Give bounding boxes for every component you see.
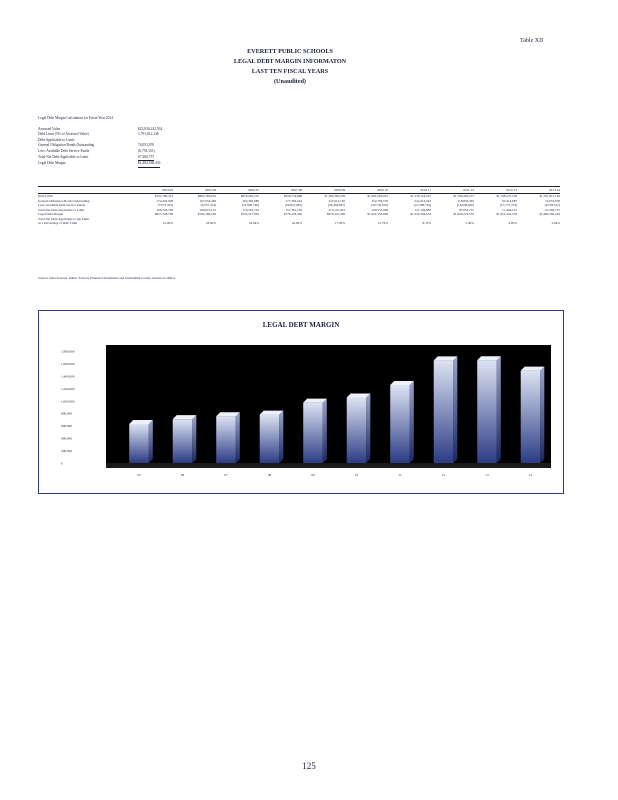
table-header-row [38,186,560,194]
table-cell: 87,054,757 [459,207,474,212]
table-cell: 166,728,783 [156,207,173,212]
calculation-row [38,161,162,168]
table-cell: 252,706,578 [371,198,388,203]
bar-11 [390,381,414,463]
year-header: 2013-14 [549,188,560,192]
bar-07 [216,412,240,463]
bar-08 [260,411,284,463]
legal-debt-margin-chart [38,310,564,494]
table-cell: (6,357,314) [200,203,216,207]
title-line-3: LAST TEN FISCAL YEARS [251,68,329,75]
debt-margin-calculation [38,116,162,168]
bar-05 [129,420,153,463]
table-cell: 167,032,439 [199,198,216,203]
x-tick-label: 06 [180,473,185,477]
table-cell: $701,789,312 [154,194,173,198]
bar-12 [434,356,458,463]
table-cell: 247,612,165 [328,198,345,203]
year-header: 2006-07 [248,188,259,192]
x-tick-label: 14 [528,473,533,477]
table-cell: 5.40% [465,221,474,225]
table-cell: 174,402,028 [156,198,173,203]
y-tick-label: 600,000 [61,424,73,429]
table-cell: $752,317,981 [240,212,259,216]
table-cell: (34,464,827) [327,203,345,207]
y-tick-label: 0 [61,461,63,466]
table-cell: $970,241,309 [326,212,345,216]
table-cell: 121,146,887 [414,207,431,212]
row-label: Total Net Debt Applicable to the Limit [38,216,90,221]
bar-14 [521,367,545,463]
table-cell: $778,432,430 [283,212,302,216]
table-cell: 170,765,710 [242,207,259,212]
table-cell: $865,183,032 [197,194,216,198]
table-cell: 218,832,463 [457,198,474,203]
title-line-4: (Unaudited) [274,78,306,85]
report-title [215,47,365,87]
y-tick-label: 200,000 [61,449,73,454]
table-cell: $704,180,230 [197,212,216,216]
calculation-label: Total Net Debt Applicable to Limit [38,154,89,159]
table-cell: $1,791,812,146 [539,194,560,198]
table-cell: (21,268,726) [413,203,431,207]
calculation-label: Assessed Value [38,126,61,131]
table-id: Table XII [520,38,544,44]
title-line-1: EVERETT PUBLIC SCHOOLS [247,48,333,55]
table-cell: 3.64% [551,221,560,225]
table-cell: (20,815,285) [284,203,302,207]
table-cell: 77,464,121 [502,207,517,212]
table-cell: 93,414,687 [502,198,517,203]
x-tick-label: 08 [267,473,272,477]
table-cell: 16.82% [291,221,302,225]
table-cell: 12.76% [377,221,388,225]
table-cell: (16,058,650) [456,203,474,207]
x-tick-label: 10 [354,473,359,477]
plot-floor [106,463,551,468]
calculation-value: 1,791,812,146 [138,132,159,137]
chart-title: LEGAL DEBT MARGIN [262,321,340,329]
table-cell: 74,053,976 [545,198,560,203]
bar-06 [173,415,197,463]
chart-plot [39,311,563,493]
table-cell: (31,840,746) [241,203,259,207]
y-tick-label: 400,000 [61,436,73,441]
table-cell: 157,361,140 [285,207,302,212]
table-cell: $1,254,504,633 [410,212,431,216]
table-cell: 160,675,125 [199,207,216,212]
page-number: 125 [302,761,316,771]
year-header: 2011-12 [463,188,474,192]
calculation-label: General Obligation Bonds Outstanding [38,143,95,148]
calculation-value: $1,484,560,433 [138,161,160,168]
year-header: 2010-11 [420,188,431,192]
row-label: General Obligation Bonds Outstanding [38,198,90,203]
y-tick-label: 1,000,000 [61,399,75,404]
year-header: 2009-10 [377,188,388,192]
table-cell: 17.95% [334,221,345,225]
year-header: 2004-05 [162,188,173,192]
table-cell: 213,147,461 [328,207,345,212]
row-label: Less: Available Debt Service Funds [38,203,86,207]
x-tick-label: 07 [224,473,228,477]
x-tick-label: 11 [398,473,402,477]
table-cell: $1,796,402,277 [453,194,474,198]
year-header: 2007-08 [291,188,302,192]
table-cell: 21.00% [162,221,173,225]
table-cell: $1,650,276,555 [453,212,474,216]
y-tick-label: 1,200,000 [61,386,75,391]
calculation-label: Debt Applicable to Limit: [38,137,76,142]
row-label: Debt Limit [38,194,53,198]
y-tick-label: 800,000 [61,411,73,416]
x-tick-label: 05 [137,473,141,477]
y-tick-label: 1,400,000 [61,374,75,379]
bar-09 [303,399,327,463]
table-cell: (7,673,245) [157,203,173,207]
calculation-title: Legal Debt Margin Calculation for Fiscal Year 2014 [38,116,113,120]
year-header: 2008-09 [334,188,345,192]
title-line-2: LEGAL DEBT MARGIN INFORMATON [233,58,347,65]
table-cell: 18.04% [248,221,259,225]
row-label: Legal Debt Margin [38,212,64,216]
calculation-label: Less: Available Debt Service Funds [38,148,90,153]
source-note: Source: Data Sources: Public Schools Financial Statements and Snohomish County Assessor's Office [38,276,176,280]
table-cell: 18.00% [205,221,216,225]
calculation-value: 74,053,976 [138,143,155,148]
table-cell: (6,793,161) [544,203,560,207]
debt-margin-history-table [38,186,560,226]
table-cell: 242,414,543 [414,198,431,203]
table-cell: $1,484,560,433 [539,212,560,216]
table-cell: $627,548,746 [154,212,173,216]
table-cell: 4.85% [508,221,517,225]
bar-13 [477,356,501,463]
row-label: Total Net Debt Applicable to Limit [38,207,85,212]
y-tick-label: 1,600,000 [61,361,75,366]
calculation-row [38,155,162,162]
table-cell: 8.70% [422,221,431,225]
table-cell: (17,775,754) [499,203,517,207]
table-cell: (30,150,610) [370,203,388,207]
table-cell: $1,183,360,239 [324,194,345,198]
table-cell: 177,302,424 [285,198,302,203]
calculation-value: 67,260,757 [138,155,154,162]
table-cell: 160,555,968 [371,207,388,212]
x-tick-label: 12 [441,473,446,477]
table-cell: $879,402,210 [240,194,259,198]
calculation-value: $23,836,242,534 [138,126,163,131]
table-cell: $1,578,124,227 [410,194,431,198]
table-cell: 202,365,986 [242,198,259,203]
bar-10 [347,394,371,463]
x-tick-label: 09 [311,473,315,477]
table-cell: 67,260,757 [545,207,560,212]
row-label: as a Percentage of Debt Limit [38,221,78,225]
table-cell: $1,281,063,023 [367,194,388,198]
calculation-label: Debt Limit (5% of Assessed Value) [38,132,89,137]
table-cell: $1,052,550,660 [367,212,388,216]
table-cell: $1,652,224,578 [496,212,517,216]
calculation-value: (6,793,161) [138,148,155,153]
year-header: 2005-06 [205,188,216,192]
table-cell: $958,734,868 [283,194,302,198]
y-tick-label: 1,800,000 [61,349,75,354]
table-row [38,221,560,226]
table-cell: $1,798,272,108 [496,194,517,198]
x-tick-label: 13 [485,473,489,477]
year-header: 2012-13 [506,188,517,192]
calculation-label: Legal Debt Margin [38,161,66,166]
